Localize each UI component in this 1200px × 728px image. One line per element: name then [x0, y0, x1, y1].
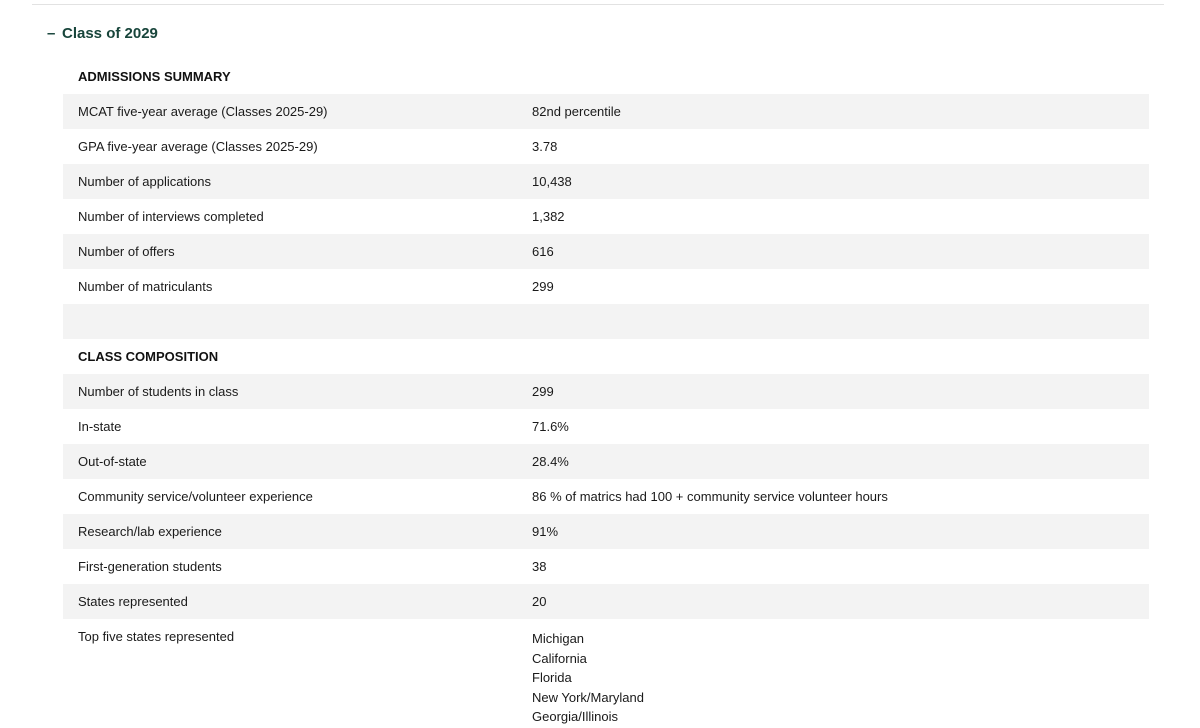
- collapse-minus-icon[interactable]: –: [47, 24, 56, 42]
- state-item: Michigan: [532, 631, 585, 646]
- row-value: 91%: [532, 524, 559, 539]
- row-label: MCAT five-year average (Classes 2025-29): [78, 104, 328, 119]
- row-value: 71.6%: [532, 419, 569, 434]
- row-label: Number of students in class: [78, 384, 239, 399]
- row-value: 616: [532, 244, 554, 259]
- table-row: [63, 94, 1149, 129]
- row-value: 10,438: [532, 174, 572, 189]
- row-value: 28.4%: [532, 454, 569, 469]
- section-heading-row: [63, 59, 1149, 94]
- row-value: 1,382: [532, 209, 565, 224]
- table-row: [63, 549, 1149, 584]
- row-label: Out-of-state: [78, 454, 147, 469]
- accordion-title[interactable]: Class of 2029: [62, 24, 158, 42]
- table-row: [63, 514, 1149, 549]
- state-item: California: [532, 650, 587, 666]
- section-heading-admissions: ADMISSIONS SUMMARY: [78, 69, 231, 84]
- state-item: Georgia/Illinois: [532, 709, 618, 724]
- row-value: 299: [532, 279, 554, 294]
- row-value: 86 % of matrics had 100 + community service volunteer hours: [532, 489, 888, 504]
- row-label: GPA five-year average (Classes 2025-29): [78, 139, 318, 154]
- row-label: In-state: [78, 419, 122, 434]
- row-label: Number of offers: [78, 244, 175, 259]
- row-label: Community service/volunteer experience: [78, 489, 313, 504]
- row-value: 38: [532, 559, 547, 574]
- top-states-list: [517, 629, 1149, 727]
- table-row: [63, 479, 1149, 514]
- table-row: [63, 409, 1149, 444]
- table-row: [63, 129, 1149, 164]
- state-item: New York/Maryland: [532, 689, 644, 705]
- section-heading-row: [63, 339, 1149, 374]
- table-row-top-states: [63, 619, 1149, 727]
- top-divider: [32, 4, 1164, 5]
- table-row: [63, 164, 1149, 199]
- row-value: 3.78: [532, 139, 558, 154]
- row-value: 82nd percentile: [532, 104, 621, 119]
- table-row: [63, 234, 1149, 269]
- row-label: Top five states represented: [78, 629, 235, 644]
- accordion-toggle-class-of-2029[interactable]: [47, 22, 158, 44]
- table-row: [63, 199, 1149, 234]
- table-row: [63, 444, 1149, 479]
- table-row: [63, 269, 1149, 304]
- table-row: [63, 584, 1149, 619]
- row-value: 20: [532, 594, 547, 609]
- empty-spacer-row: [63, 304, 1149, 339]
- section-heading-composition: CLASS COMPOSITION: [78, 349, 219, 364]
- table-row: [63, 374, 1149, 409]
- state-item: Florida: [532, 670, 572, 685]
- row-label: Number of matriculants: [78, 279, 213, 294]
- row-label: States represented: [78, 594, 188, 609]
- row-label: Number of applications: [78, 174, 211, 189]
- row-label: Research/lab experience: [78, 524, 222, 539]
- row-label: Number of interviews completed: [78, 209, 264, 224]
- row-label: First-generation students: [78, 559, 222, 574]
- admissions-table: [63, 59, 1149, 727]
- row-value: 299: [532, 384, 554, 399]
